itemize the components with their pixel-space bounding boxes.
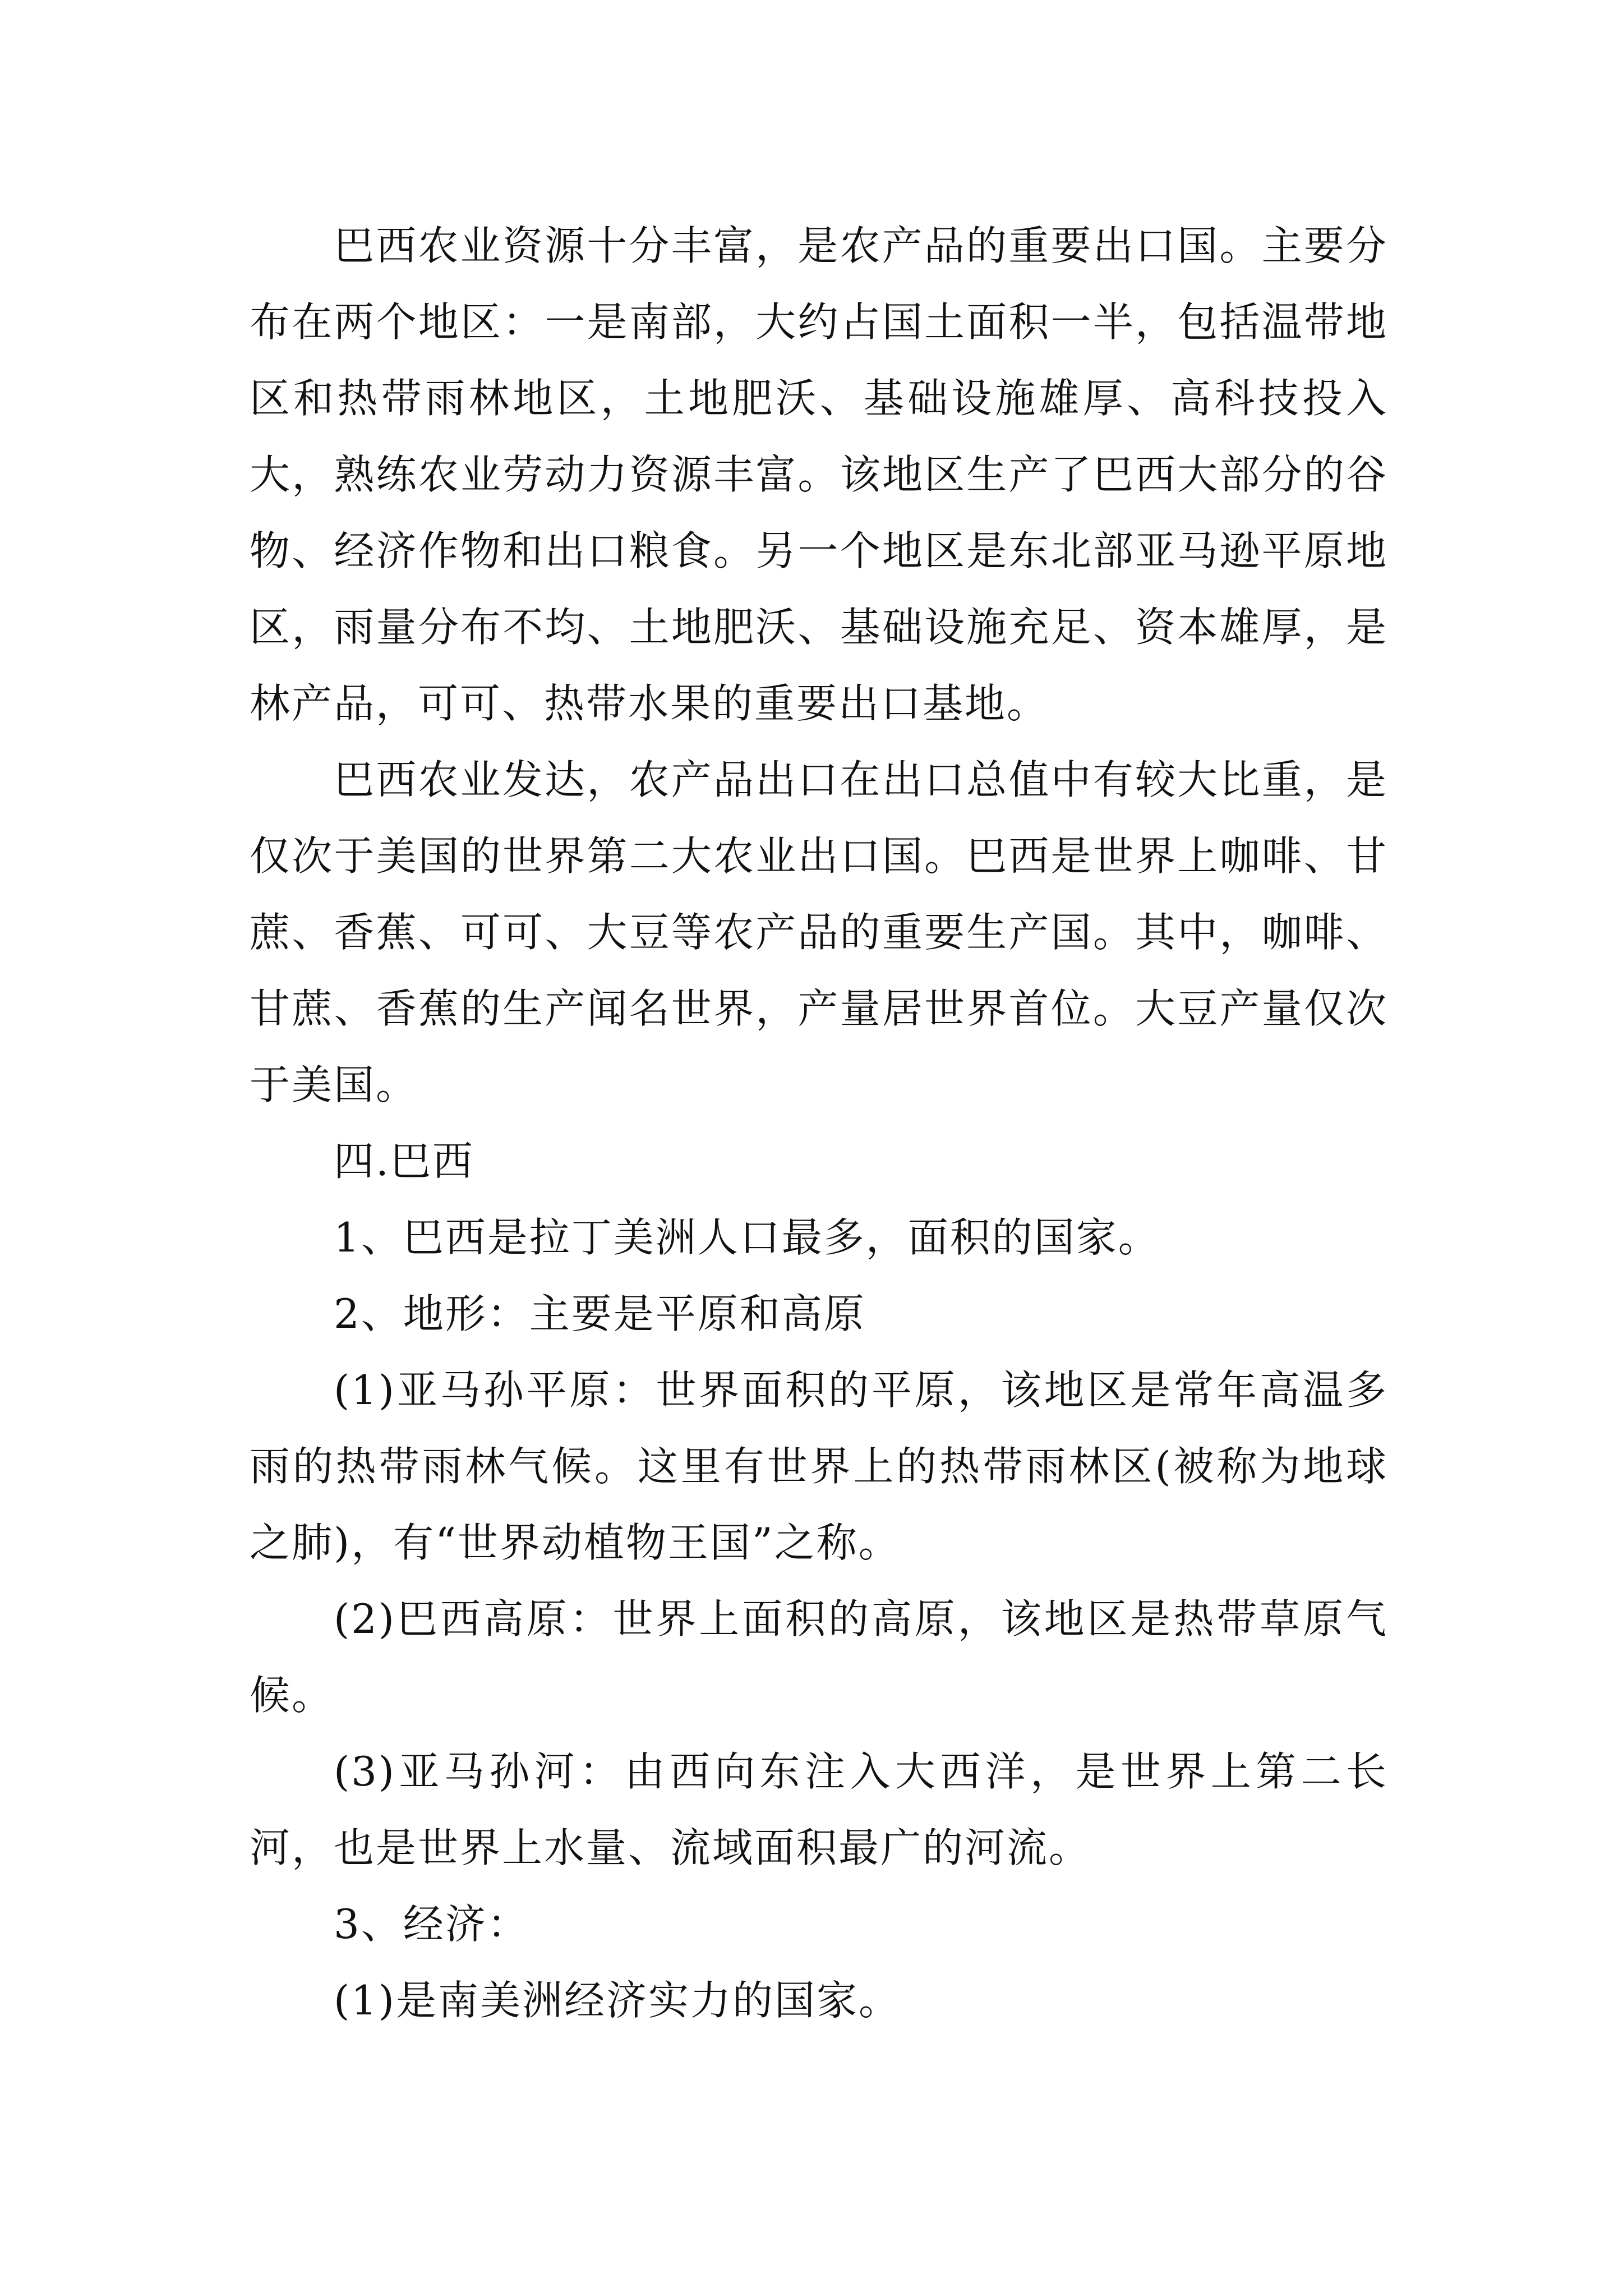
paragraph-agriculture-exports: 巴西农业发达，农产品出口在出口总值中有较大比重，是仅次于美国的世界第二大农业出口国。巴西是世界上咖啡、甘蔗、香蕉、可可、大豆等农产品的重要生产国。其中，咖啡、甘蔗、香蕉的生产闻名世界，产量居世界首位。大豆产量仅次于美国。 bbox=[250, 756, 1388, 1108]
list-item-terrain: 2、地形：主要是平原和高原 bbox=[334, 1290, 866, 1337]
paragraph-agriculture-resources: 巴西农业资源十分丰富，是农产品的重要出口国。主要分布在两个地区：一是南部，大约占国土面积一半，包括温带地区和热带雨林地区，土地肥沃、基础设施雄厚、高科技投入大，熟练农业劳动力资源丰富。该地区生产了巴西大部分的谷物、经济作物和出口粮食。另一个地区是东北部亚马逊平原地区，雨量分布不均、土地肥沃、基础设施充足、资本雄厚，是林产品，可可、热带水果的重要出口基地。 bbox=[250, 222, 1388, 727]
sub-item-amazon-river: (3)亚马孙河：由西向东注入大西洋，是世界上第二长河，也是世界上水量、流域面积最广的河流。 bbox=[250, 1748, 1388, 1871]
sub-item-economic-strength: (1)是南美洲经济实力的国家。 bbox=[334, 1977, 901, 2024]
section-heading-brazil: 四.巴西 bbox=[334, 1138, 474, 1185]
list-item-economy: 3、经济： bbox=[334, 1901, 529, 1948]
sub-item-brazilian-plateau: (2)巴西高原：世界上面积的高原，该地区是热带草原气候。 bbox=[250, 1595, 1388, 1719]
document-body bbox=[250, 208, 1388, 2039]
sub-item-amazon-plain: (1)亚马孙平原：世界面积的平原，该地区是常年高温多雨的热带雨林气候。这里有世界上的热带雨林区(被称为地球之肺)，有“世界动植物王国”之称。 bbox=[250, 1366, 1388, 1566]
list-item-population: 1、巴西是拉丁美洲人口最多，面积的国家。 bbox=[334, 1214, 1160, 1261]
